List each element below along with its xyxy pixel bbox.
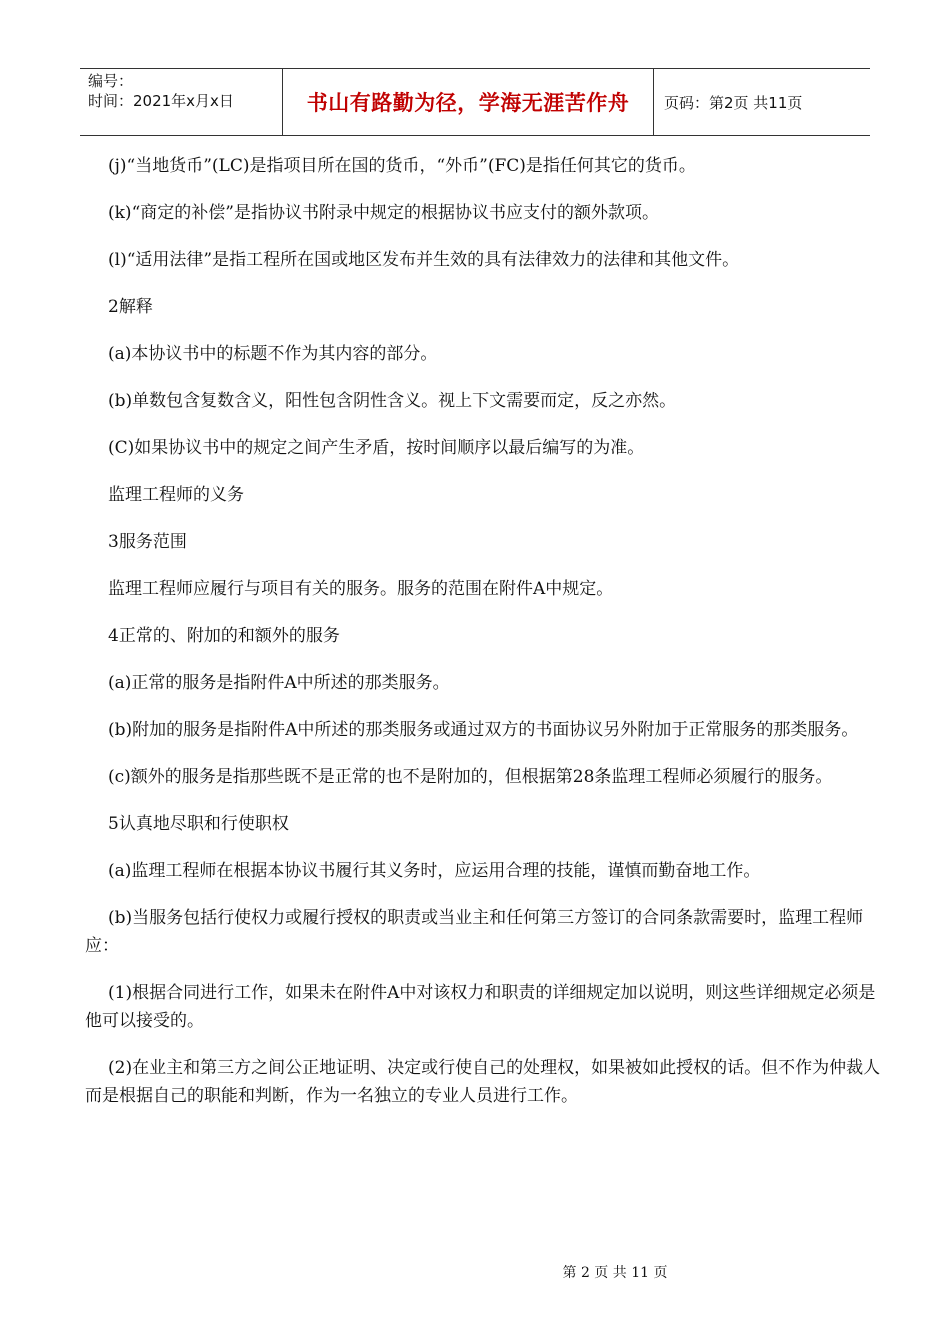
paragraph: (j)“当地货币”(LC)是指项目所在国的货币，“外币”(FC)是指任何其它的货币。 — [108, 156, 696, 176]
section-heading: 5认真地尽职和行使职权 — [108, 814, 289, 834]
number-label: 编号： — [88, 72, 134, 90]
section-heading: 4正常的、附加的和额外的服务 — [108, 626, 340, 646]
section-heading: 监理工程师的义务 — [108, 485, 244, 505]
document-body — [85, 152, 885, 1129]
paragraph: (a)本协议书中的标题不作为其内容的部分。 — [108, 344, 438, 364]
page-footer: 第 2 页 共 11 页 — [562, 1265, 668, 1281]
header-page-label: 页码：第2页 共11页 — [664, 93, 803, 112]
paragraph: (b)单数包含复数含义，阳性包含阴性含义。视上下文需要而定，反之亦然。 — [108, 391, 677, 411]
document-header — [80, 68, 870, 136]
paragraph: (l)“适用法律”是指工程所在国或地区发布并生效的具有法律效力的法律和其他文件。 — [108, 250, 740, 270]
paragraph: 监理工程师应履行与项目有关的服务。服务的范围在附件A中规定。 — [108, 579, 614, 599]
header-meta — [80, 69, 282, 135]
paragraph: (a)监理工程师在根据本协议书履行其义务时，应运用合理的技能，谨慎而勤奋地工作。 — [108, 861, 761, 881]
paragraph: (b)附加的服务是指附件A中所述的那类服务或通过双方的书面协议另外附加于正常服务的那类服务。 — [108, 720, 859, 740]
header-motto: 书山有路勤为径，学海无涯苦作舟 — [282, 69, 654, 135]
time-label: 时间：2021年x月x日 — [88, 92, 234, 110]
paragraph: (2)在业主和第三方之间公正地证明、决定或行使自己的处理权，如果被如此授权的话。但不作为仲裁人而是根据自己的职能和判断，作为一名独立的专业人员进行工作。 — [85, 1058, 881, 1106]
section-heading: 2解释 — [108, 297, 153, 317]
section-heading: 3服务范围 — [108, 532, 187, 552]
paragraph: (b)当服务包括行使权力或履行授权的职责或当业主和任何第三方签订的合同条款需要时，监理工程师应： — [85, 908, 864, 956]
paragraph: (a)正常的服务是指附件A中所述的那类服务。 — [108, 673, 450, 693]
paragraph: (C)如果协议书中的规定之间产生矛盾，按时间顺序以最后编写的为准。 — [108, 438, 645, 458]
paragraph: (1)根据合同进行工作，如果未在附件A中对该权力和职责的详细规定加以说明，则这些详细规定必须是他可以接受的。 — [85, 983, 876, 1031]
paragraph: (c)额外的服务是指那些既不是正常的也不是附加的，但根据第28条监理工程师必须履行的服务。 — [108, 767, 833, 787]
paragraph: (k)“商定的补偿”是指协议书附录中规定的根据协议书应支付的额外款项。 — [108, 203, 659, 223]
